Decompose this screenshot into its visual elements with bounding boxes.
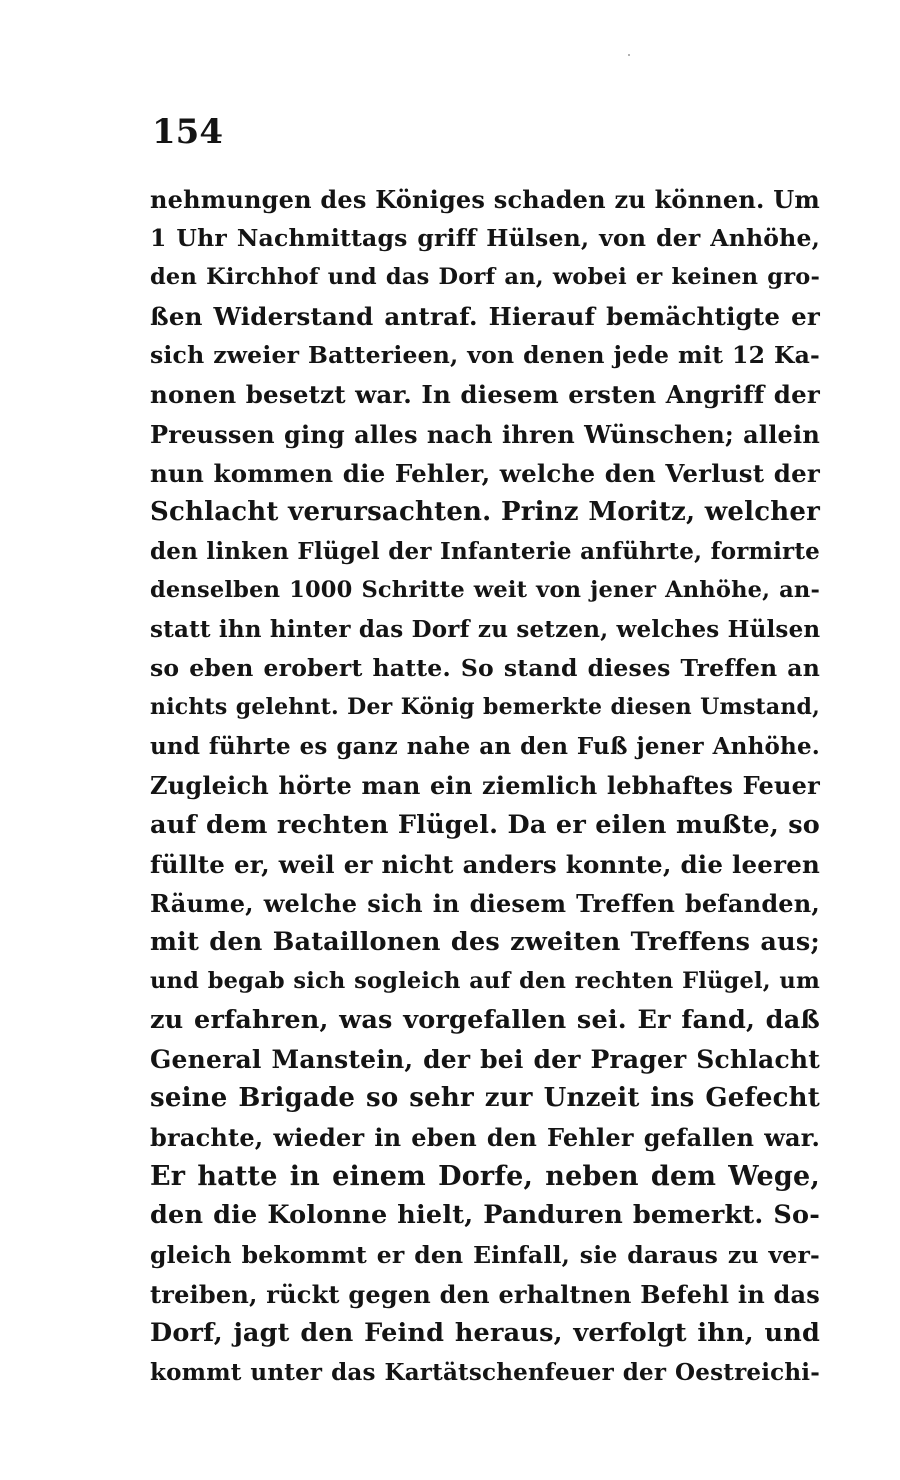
text-line: auf dem rechten Flügel. Da er eilen mußte, so	[150, 809, 820, 840]
text-line: nonen besetzt war. In diesem ersten Angriff der	[150, 380, 820, 410]
text-line: mit den Bataillonen des zweiten Treffens aus;	[150, 926, 820, 957]
text-line: Preussen ging alles nach ihren Wünschen; allein	[150, 419, 820, 449]
page-number: 154	[152, 112, 223, 152]
text-line: zu erfahren, was vorgefallen sei. Er fand, daß	[150, 1004, 820, 1035]
text-line: den die Kolonne hielt, Panduren bemerkt. So-	[150, 1200, 820, 1231]
text-line: ßen Widerstand antraf. Hierauf bemächtigte er	[150, 302, 820, 332]
text-line: nichts gelehnt. Der König bemerkte diesen Umstand,	[150, 694, 820, 721]
text-line: seine Brigade so sehr zur Unzeit ins Gefecht	[150, 1083, 820, 1114]
text-line: und begab sich sogleich auf den rechten Flügel, um	[150, 967, 820, 994]
body-text	[150, 180, 820, 1392]
paper-speck	[628, 54, 630, 56]
text-line: den Kirchhof und das Dorf an, wobei er keinen gro-	[150, 264, 820, 291]
text-line: General Manstein, der bei der Prager Schlacht	[150, 1045, 820, 1075]
text-line: füllte er, weil er nicht anders konnte, die leeren	[150, 849, 820, 879]
text-line: gleich bekommt er den Einfall, sie daraus zu ver-	[150, 1240, 820, 1269]
text-line: brachte, wieder in eben den Fehler gefallen war.	[150, 1123, 820, 1153]
text-line: nehmungen des Königes schaden zu können. Um	[150, 185, 820, 214]
text-line: Schlacht verursachten. Prinz Moritz, welcher	[150, 496, 820, 527]
text-line: Räume, welche sich in diesem Treffen befanden,	[150, 888, 820, 918]
text-line: treiben, rückt gegen den erhaltnen Befehl in das	[150, 1279, 820, 1309]
text-line: Er hatte in einem Dorfe, neben dem Wege,	[150, 1161, 820, 1193]
text-line: Zugleich hörte man ein ziemlich lebhaftes Feuer	[150, 771, 820, 801]
text-line: so eben erobert hatte. So stand dieses Treffen an	[150, 654, 820, 683]
text-line: den linken Flügel der Infanterie anführte, formirte	[150, 537, 820, 565]
text-line: Dorf, jagt den Feind heraus, verfolgt ihn, und	[150, 1317, 820, 1348]
text-line: denselben 1000 Schritte weit von jener Anhöhe, an-	[150, 576, 820, 603]
text-line: 1 Uhr Nachmittags griff Hülsen, von der Anhöhe,	[150, 224, 820, 253]
text-line: nun kommen die Fehler, welche den Verlust der	[150, 458, 820, 488]
text-line: statt ihn hinter das Dorf zu setzen, welches Hülsen	[150, 616, 821, 644]
text-line: und führte es ganz nahe an den Fuß jener Anhöhe.	[150, 733, 820, 761]
text-line: kommt unter das Kartätschenfeuer der Oestreichi-	[150, 1358, 820, 1386]
text-line: sich zweier Batterieen, von denen jede mit 12 Ka-	[150, 341, 820, 370]
